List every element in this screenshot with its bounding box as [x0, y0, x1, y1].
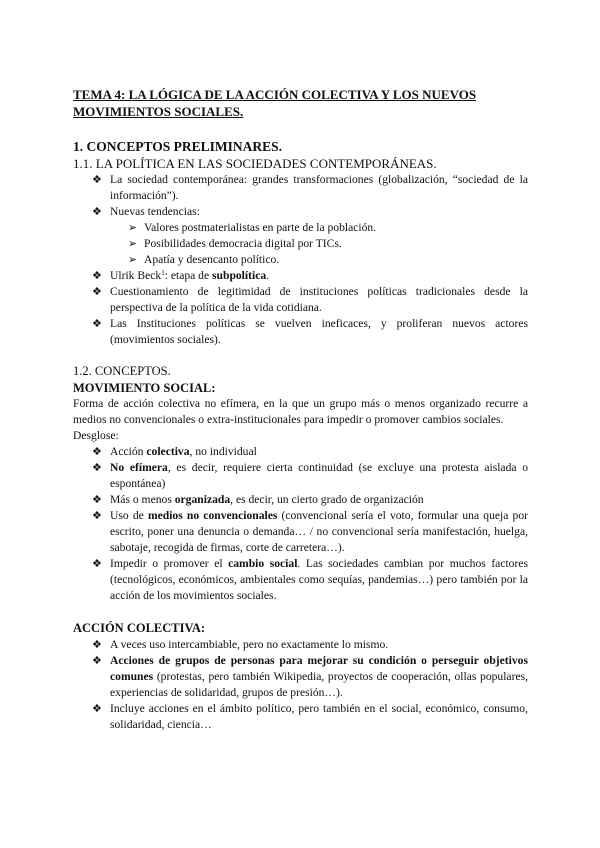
list-item: ❖ Cuestionamiento de legitimidad de instituciones políticas tradicionales desde la perspectiva de la política de la vida cotidiana. [92, 285, 528, 314]
movimiento-social-heading: MOVIMIENTO SOCIAL: [73, 381, 216, 395]
list-item: ❖ Acciones de grupos de personas para mejorar su condición o perseguir objetivos comunes (protestas, pero también Wikipedia, proyectos de cooperación, ollas populares, experiencias de solidaridad, grupos de presión…). [92, 654, 528, 699]
diamond-bullet-icon: ❖ [92, 493, 102, 506]
diamond-bullet-icon: ❖ [92, 702, 102, 715]
tendencies-sublist [128, 220, 528, 268]
diamond-bullet-icon: ❖ [92, 269, 102, 282]
list-item: ❖ La sociedad contemporánea: grandes transformaciones (globalización, “sociedad de la información”). [92, 173, 528, 202]
list-item: ❖ Incluye acciones en el ámbito político, pero también en el social, económico, consumo, solidaridad, ciencia… [92, 702, 528, 731]
desglose-label: Desglose: [73, 429, 119, 442]
diamond-bullet-icon: ❖ [92, 205, 102, 218]
list-item: ❖ Uso de medios no convencionales (convencional sería el voto, formular una queja por escrito, poner una denuncia o demanda… / no convencional sería manifestación, huelga, sabotaje, recogida de firmas, corte de carretera…). [92, 509, 528, 554]
list-item: ❖ Acción colectiva, no individual [92, 445, 257, 458]
document-title: TEMA 4: LA LÓGICA DE LA ACCIÓN COLECTIVA Y LOS NUEVOS MOVIMIENTOS SOCIALES. [73, 87, 477, 119]
section-heading-1: 1. CONCEPTOS PRELIMINARES. [73, 139, 283, 154]
politics-bullet-list [92, 172, 528, 220]
diamond-bullet-icon: ❖ [92, 654, 102, 667]
list-item: ➢ Valores postmaterialistas en parte de la población. [128, 221, 377, 234]
list-item: ❖ Nuevas tendencias: [92, 205, 200, 218]
list-item: ❖ Las Instituciones políticas se vuelven ineficaces, y proliferan nuevos actores (movimientos sociales). [92, 317, 528, 346]
diamond-bullet-icon: ❖ [92, 285, 102, 298]
diamond-bullet-icon: ❖ [92, 509, 102, 522]
list-item: ❖ Más o menos organizada, es decir, un cierto grado de organización [92, 493, 424, 506]
diamond-bullet-icon: ❖ [92, 173, 102, 186]
subsection-heading-1-2: 1.2. CONCEPTOS. [73, 364, 171, 378]
footnote-ref[interactable]: 1 [161, 269, 165, 277]
desglose-list [92, 444, 528, 604]
list-item: ❖ A veces uso intercambiable, pero no exactamente lo mismo. [92, 638, 389, 651]
diamond-bullet-icon: ❖ [92, 557, 102, 570]
diamond-bullet-icon: ❖ [92, 445, 102, 458]
arrow-bullet-icon: ➢ [128, 253, 138, 266]
list-item: ➢ Apatía y desencanto político. [128, 253, 280, 266]
list-item: ❖ Ulrik Beck$^1$: etapa de subpolítica. [92, 269, 270, 282]
diamond-bullet-icon: ❖ [92, 317, 102, 330]
diamond-bullet-icon: ❖ [92, 461, 102, 474]
movimiento-social-definition: Forma de acción colectiva no efímera, en la que un grupo más o menos organizado recurre a medios no convencionales o extra-institucionales para impedir o promover cambios sociales. [73, 397, 528, 426]
diamond-bullet-icon: ❖ [92, 638, 102, 651]
arrow-bullet-icon: ➢ [128, 237, 138, 250]
accion-colectiva-list [92, 637, 528, 733]
list-item: ❖ No efímera, es decir, requiere cierta continuidad (se excluye una protesta aislada o espontánea) [92, 461, 528, 490]
arrow-bullet-icon: ➢ [128, 221, 138, 234]
subsection-heading-1-1: 1.1. LA POLÍTICA EN LAS SOCIEDADES CONTEMPORÁNEAS. [73, 156, 437, 171]
list-item: ➢ Posibilidades democracia digital por TICs. [128, 237, 342, 250]
list-item: ❖ Impedir o promover el cambio social. Las sociedades cambian por muchos factores (tecnológicos, económicos, ambientales como sequías, pandemias…) pero también por la acción de los movimientos sociales. [92, 557, 529, 602]
accion-colectiva-heading: ACCIÓN COLECTIVA: [73, 621, 206, 635]
politics-bullet-list-2 [92, 268, 528, 348]
